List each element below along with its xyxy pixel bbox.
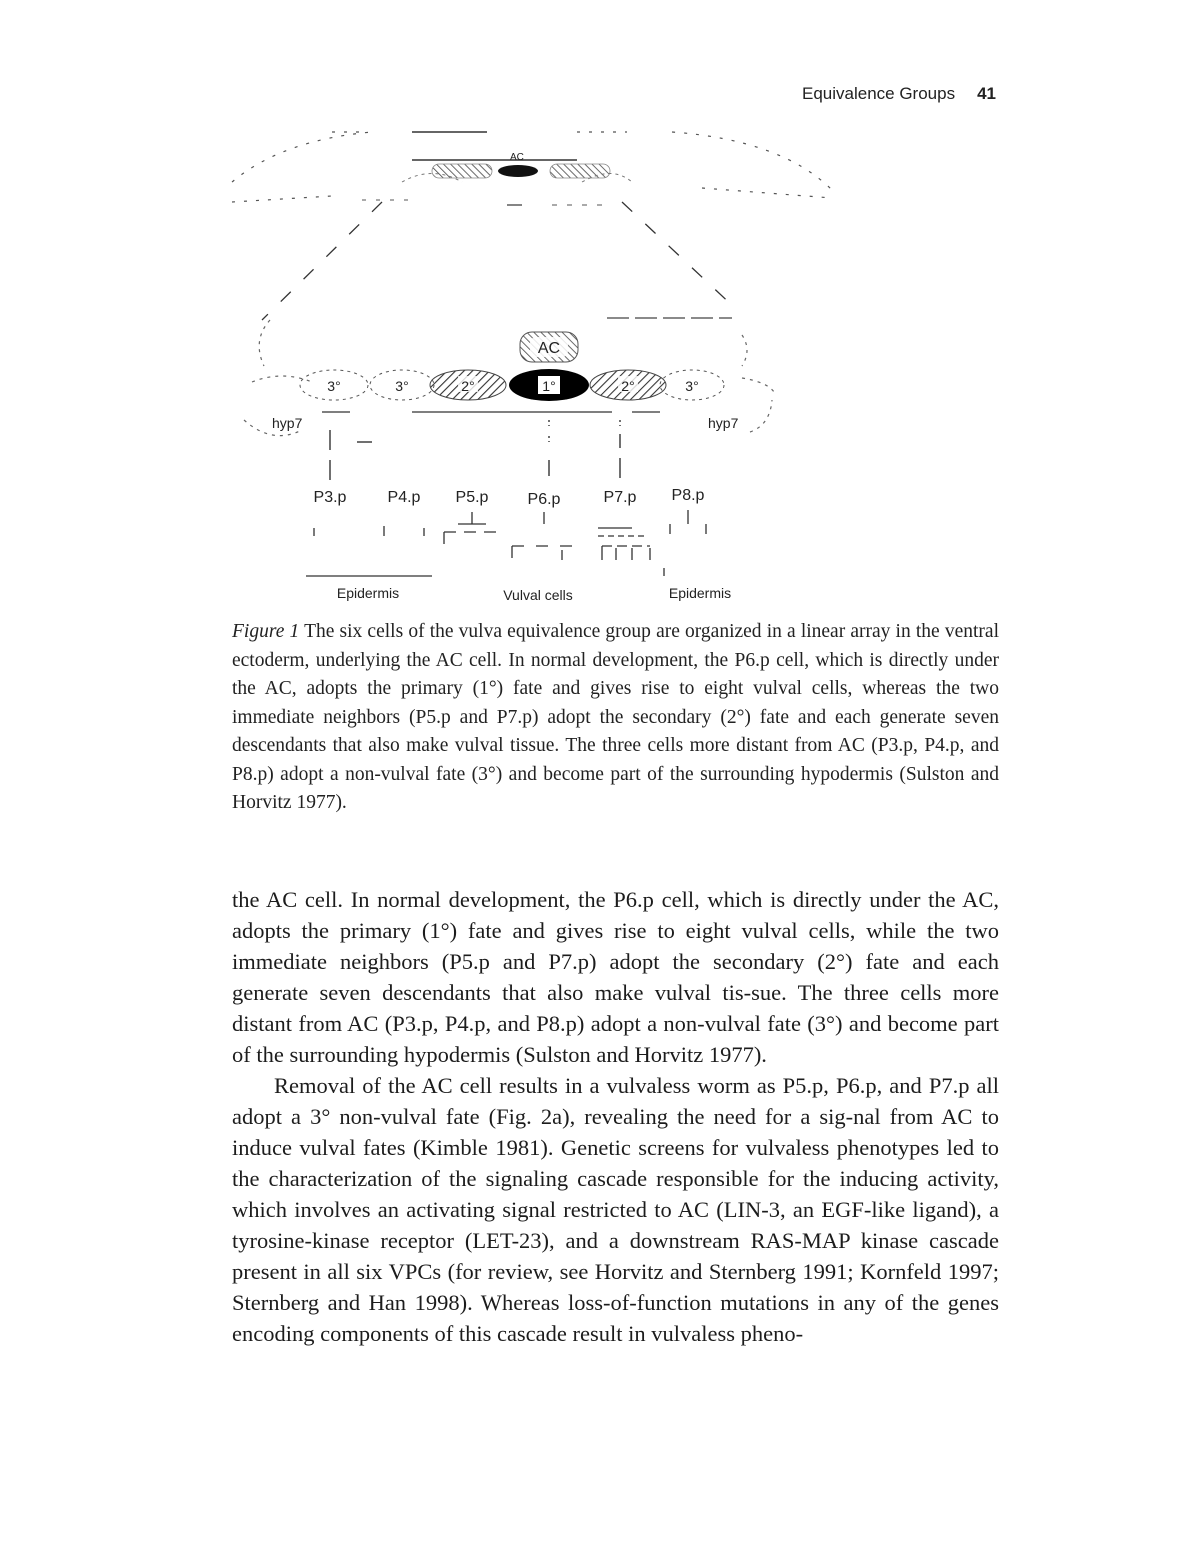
body-paragraph: Removal of the AC cell results in a vulvaless worm as P5.p, P6.p, and P7.p all adopt a 3° non-vulval fate (Fig. 2a), revealing the need for a sig-nal from AC to induce vulval fates (Kimble 1981). Genetic screens for vulvaless phenotypes led to the characterization of the signaling cascade responsible for the inducing activity, which involves an activating signal restricted to AC (LIN-3, an EGF-like ligand), a tyrosine-kinase receptor (LET-23), and a downstream RAS-MAP kinase cascade present in all six VPCs (for review, see Horvitz and Sternberg 1991; Kornfeld 1997; Sternberg and Han 1998). Whereas loss-of-function mutations in any of the genes encoding components of this cascade result in vulvaless pheno- [232, 1073, 999, 1346]
vpc-label-row [314, 487, 705, 508]
anchor-cell-label: AC [537, 340, 561, 357]
vpc-p6: P6.p [527, 491, 561, 508]
magnification-lines [262, 202, 737, 320]
figure-caption [232, 618, 999, 818]
hyp7-right-label: hyp7 [708, 415, 739, 431]
label-epidermis-right: Epidermis [668, 585, 732, 601]
fate-label-p4: 3° [395, 378, 409, 394]
caption-text: The six cells of the vulva equivalence group are organized in a linear array in the ventral ectoderm, underlying the AC cell. In normal development, the P6.p cell, which is directly under the AC, adopts the primary (1°) fate and gives rise to eight vulval cells, whereas the two immediate neighbors (P5.p and P7.p) adopt the secondary (2°) fate and each generate seven descendants that also make vulval tissue. The three cells more distant from AC (P3.p, P4.p, and P8.p) adopt a non-vulval fate (3°) and become part of the surrounding hypodermis (Sulston and Horvitz 1977). [232, 621, 999, 813]
fate-label-p6: 1° [542, 378, 556, 394]
vpc-p3: P3.p [313, 489, 347, 506]
vpc-p7: P7.p [603, 489, 637, 506]
fate-label-p3: 3° [327, 378, 341, 394]
vpc-connectors [330, 420, 620, 480]
label-vulval-cells: Vulval cells [503, 587, 573, 603]
label-epidermis-left: Epidermis [336, 585, 400, 601]
vpc-p4: P4.p [387, 489, 421, 506]
vulva-equivalence-diagram [222, 120, 842, 610]
body-text [232, 884, 999, 1349]
caption-label: Figure 1 [232, 621, 300, 642]
anchor-cell [520, 332, 578, 362]
running-title: Equivalence Groups [801, 84, 956, 103]
fate-cell-row [300, 369, 724, 401]
fate-label-p7: 2° [621, 378, 635, 394]
hyp7-left-label: hyp7 [272, 415, 303, 431]
figure-1-diagram [222, 120, 842, 610]
running-head [802, 84, 996, 104]
top-ac-label: AC [510, 152, 524, 163]
vpc-p5: P5.p [455, 489, 489, 506]
vpc-p8: P8.p [671, 487, 705, 504]
body-paragraph: the AC cell. In normal development, the P6.p cell, which is directly under the AC, adopts the primary (1°) fate and gives rise to eight vulval cells, while the two immediate neighbors (P5.p and P7.p) adopt the secondary (2°) fate and each generate seven descendants that also make vulval tis-sue. The three cells more distant from AC (P3.p, P4.p, and P8.p) adopt a non-vulval fate (3°) and become part of the surrounding hypodermis (Sulston and Horvitz 1977). [232, 887, 999, 1067]
lineage-trees [314, 510, 706, 576]
page-number: 41 [977, 84, 996, 103]
fate-label-p8: 3° [685, 378, 699, 394]
fate-label-p5: 2° [461, 378, 475, 394]
